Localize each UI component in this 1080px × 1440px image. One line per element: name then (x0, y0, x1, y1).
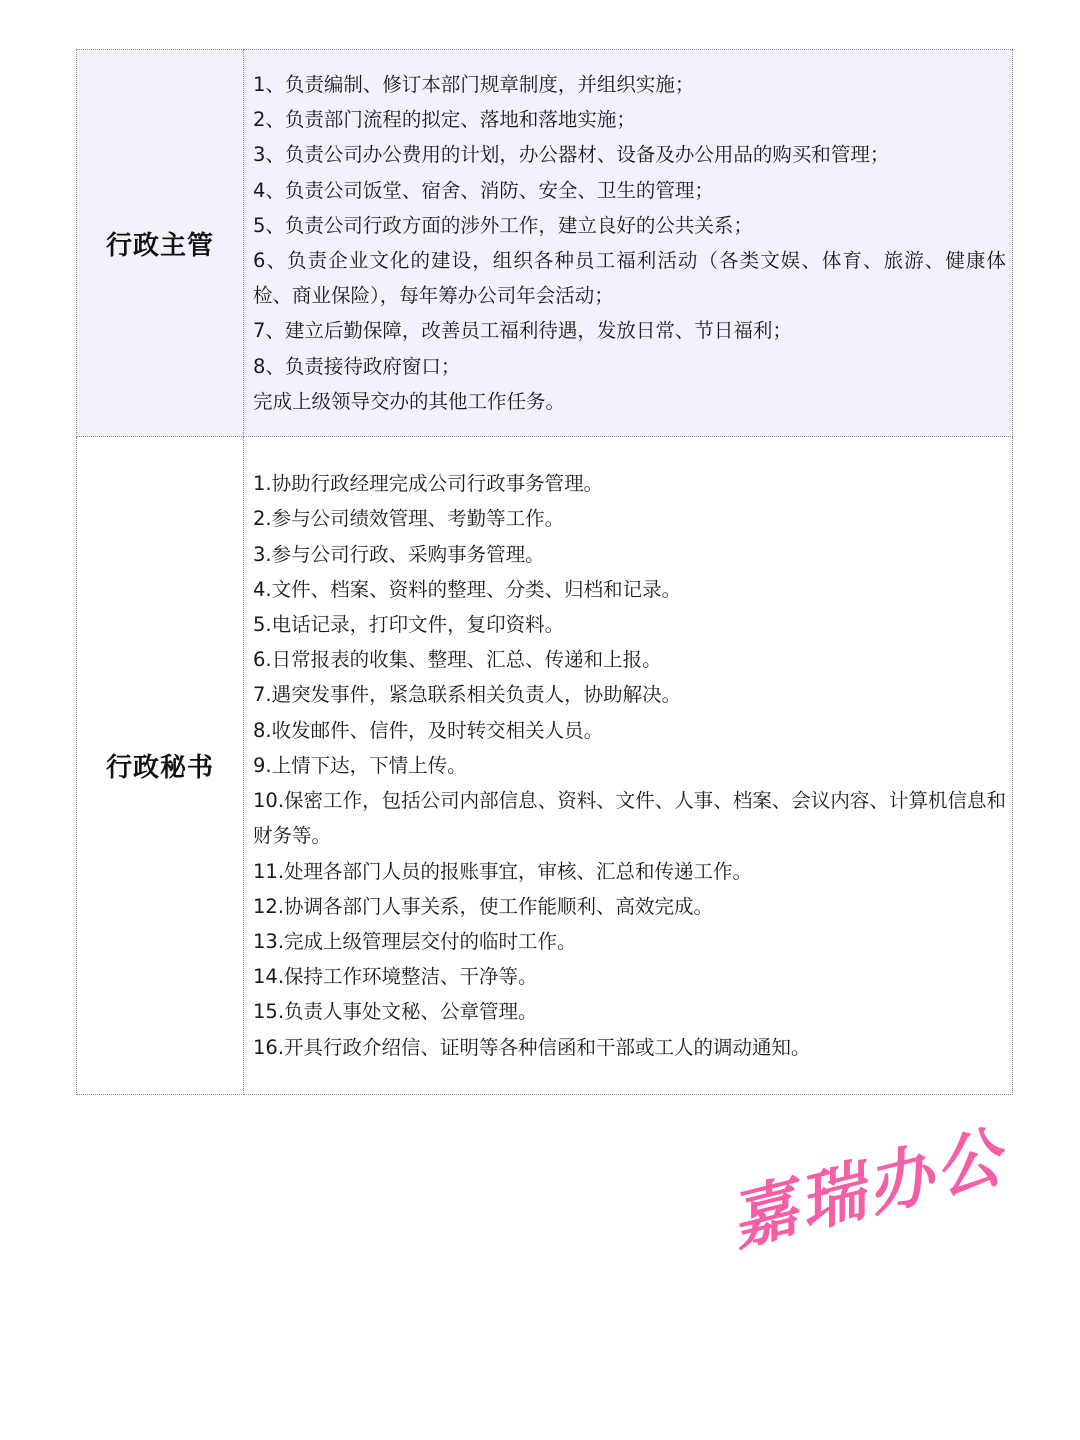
duty-item: 7.遇突发事件，紧急联系相关负责人，协助解决。 (253, 683, 682, 707)
duty-item: 2.参与公司绩效管理、考勤等工作。 (253, 507, 565, 531)
duty-item: 9.上情下达，下情上传。 (253, 753, 467, 777)
watermark-text: 嘉瑞办公 (722, 1116, 1013, 1261)
duty-item: 3.参与公司行政、采购事务管理。 (253, 542, 545, 566)
table-row-admin-secretary (77, 437, 1013, 1095)
duty-item: 8.收发邮件、信件，及时转交相关人员。 (253, 718, 604, 742)
job-duties-table (76, 49, 1013, 1095)
duty-item: 3、负责公司办公费用的计划，办公器材、设备及办公用品的购买和管理； (253, 143, 890, 167)
duty-item: 7、建立后勤保障，改善员工福利待遇，发放日常、节日福利； (253, 319, 792, 343)
duty-item: 完成上级领导交办的其他工作任务。 (253, 389, 566, 413)
role-title: 行政秘书 (77, 437, 244, 1095)
duty-item: 15.负责人事处文秘、公章管理。 (253, 1000, 538, 1024)
role-title: 行政主管 (77, 50, 244, 437)
duty-item: 8、负责接待政府窗口； (253, 354, 461, 378)
duty-item: 1、负责编制、修订本部门规章制度，并组织实施； (253, 72, 695, 96)
duty-item: 4、负责公司饭堂、宿舍、消防、安全、卫生的管理； (253, 178, 714, 202)
duties-cell (244, 50, 1013, 437)
duty-item: 4.文件、档案、资料的整理、分类、归档和记录。 (253, 577, 682, 601)
duty-item: 5.电话记录，打印文件，复印资料。 (253, 613, 565, 637)
duty-list (253, 466, 1006, 1064)
duty-item: 1.协助行政经理完成公司行政事务管理。 (253, 472, 604, 496)
duty-item: 11.处理各部门人员的报账事宜，审核、汇总和传递工作。 (253, 859, 753, 883)
duty-item: 2、负责部门流程的拟定、落地和落地实施； (253, 108, 636, 132)
duty-item: 12.协调各部门人事关系，使工作能顺利、高效完成。 (253, 894, 714, 918)
duty-item: 6、负责企业文化的建设，组织各种员工福利活动（各类文娱、体育、旅游、健康体检、商业保险），每年筹办公司年会活动； (253, 249, 1006, 308)
duty-item: 16.开具行政介绍信、证明等各种信函和干部或工人的调动通知。 (253, 1035, 811, 1059)
duty-item: 6.日常报表的收集、整理、汇总、传递和上报。 (253, 648, 662, 672)
duty-item: 14.保持工作环境整洁、干净等。 (253, 965, 538, 989)
duty-item: 5、负责公司行政方面的涉外工作，建立良好的公共关系； (253, 213, 753, 237)
duty-item: 13.完成上级管理层交付的临时工作。 (253, 929, 577, 953)
duty-item: 10.保密工作，包括公司内部信息、资料、文件、人事、档案、会议内容、计算机信息和财务等。 (253, 789, 1006, 848)
duty-list (253, 67, 1006, 419)
duties-cell (244, 437, 1013, 1095)
table-row-admin-supervisor (77, 50, 1013, 437)
